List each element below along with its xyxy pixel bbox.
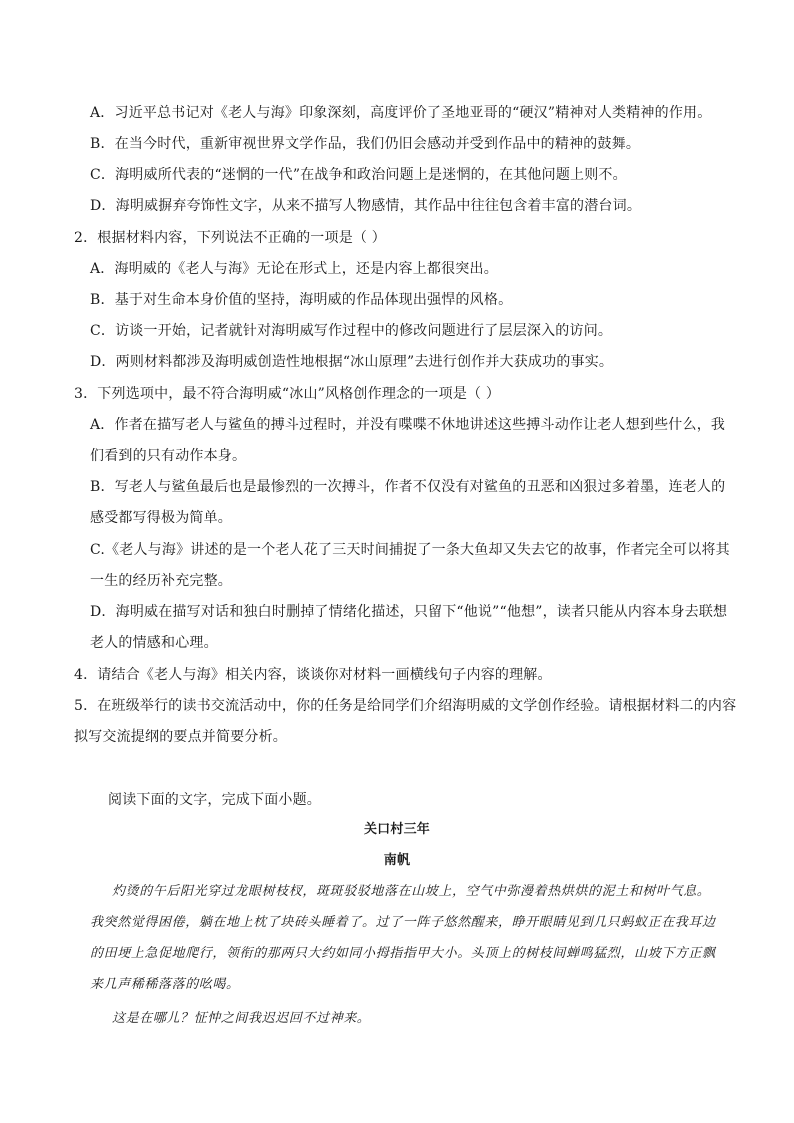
passage-title: 关口村三年 [363, 822, 430, 837]
q3-option-a-line2: 们看到的只有动作本身。 [90, 448, 247, 464]
q2-option-a: A．海明威的《老人与海》无论在形式上，还是内容上都很突出。 [90, 261, 498, 277]
q5-stem-line2: 拟写交流提纲的要点并简要分析。 [74, 729, 287, 745]
q1-option-c: C．海明威所代表的“迷惘的一代”在战争和政治问题上是迷惘的，在其他问题上则不。 [90, 167, 627, 183]
q1-option-b: B．在当今时代，重新审视世界文学作品，我们仍旧会感动并受到作品中的精神的鼓舞。 [90, 136, 641, 152]
q3-option-d-line1: D．海明威在描写对话和独白时删掉了情绪化描述，只留下“他说”“他想”，读者只能从内容本身去联想 [90, 604, 728, 620]
passage-author: 南帆 [383, 853, 411, 868]
q3-option-c-line2: 一生的经历补充完整。 [90, 573, 232, 589]
q2-option-c: C．访谈一开始，记者就针对海明威写作过程中的修改问题进行了层层深入的访问。 [90, 323, 613, 339]
q3-stem: 3．下列选项中，最不符合海明威“冰山”风格创作理念的一项是（ ） [74, 386, 501, 402]
q1-option-d: D．海明威摒弃夸饰性文字，从来不描写人物感情，其作品中往往包含着丰富的潜台词。 [90, 198, 642, 214]
q4-stem: 4．请结合《老人与海》相关内容，谈谈你对材料一画横线句子内容的理解。 [74, 667, 552, 683]
q2-option-b: B．基于对生命本身价值的坚持，海明威的作品体现出强悍的风格。 [90, 292, 513, 308]
passage-paragraph-2-line-1: 这是在哪儿？怔忡之间我迟迟回不过神来。 [112, 1011, 371, 1026]
passage-paragraph-1-line-1: 灼烫的午后阳光穿过龙眼树枝杈，斑斑驳驳地落在山坡上，空气中弥漫着热烘烘的泥土和树叶气息。 [112, 884, 711, 899]
q1-option-a: A．习近平总书记对《老人与海》印象深刻，高度评价了圣地亚哥的“硬汉”精神对人类精神的作用。 [90, 105, 712, 121]
q3-option-c-line1: C.《老人与海》讲述的是一个老人花了三天时间捕捉了一条大鱼却又失去它的故事，作者完全可以将其 [90, 542, 730, 558]
passage-paragraph-1-line-2: 我突然觉得困倦，躺在地上枕了块砖头睡着了。过了一阵子悠然醒来，睁开眼睛见到几只蚂蚁正在我耳边 [90, 915, 716, 930]
passage-paragraph-1-line-4: 来几声稀稀落落的吆喝。 [90, 977, 240, 992]
q2-stem: 2．根据材料内容，下列说法不正确的一项是（ ） [74, 230, 386, 246]
passage-paragraph-1-line-3: 的田埂上急促地爬行，领衔的那两只大约如同小拇指指甲大小。头顶上的树枝间蝉鸣猛烈，山坡下方正飘 [90, 946, 716, 961]
q3-option-b-line2: 感受都写得极为简单。 [90, 510, 232, 526]
q2-option-d: D．两则材料都涉及海明威创造性地根据“冰山原理”去进行创作并大获成功的事实。 [90, 354, 614, 370]
q3-option-a-line1: A．作者在描写老人与鲨鱼的搏斗过程时，并没有喋喋不休地讲述这些搏斗动作让老人想到些什么，我 [90, 417, 726, 433]
q3-option-d-line2: 老人的情感和心理。 [90, 635, 218, 651]
reading-instruction: 阅读下面的文字，完成下面小题。 [108, 792, 321, 808]
q5-stem-line1: 5．在班级举行的读书交流活动中，你的任务是给同学们介绍海明威的文学创作经验。请根据材料二的内容 [74, 698, 737, 714]
q3-option-b-line1: B．写老人与鲨鱼最后也是最惨烈的一次搏斗，作者不仅没有对鲨鱼的丑恶和凶狠过多着墨，连老人的 [90, 479, 726, 495]
